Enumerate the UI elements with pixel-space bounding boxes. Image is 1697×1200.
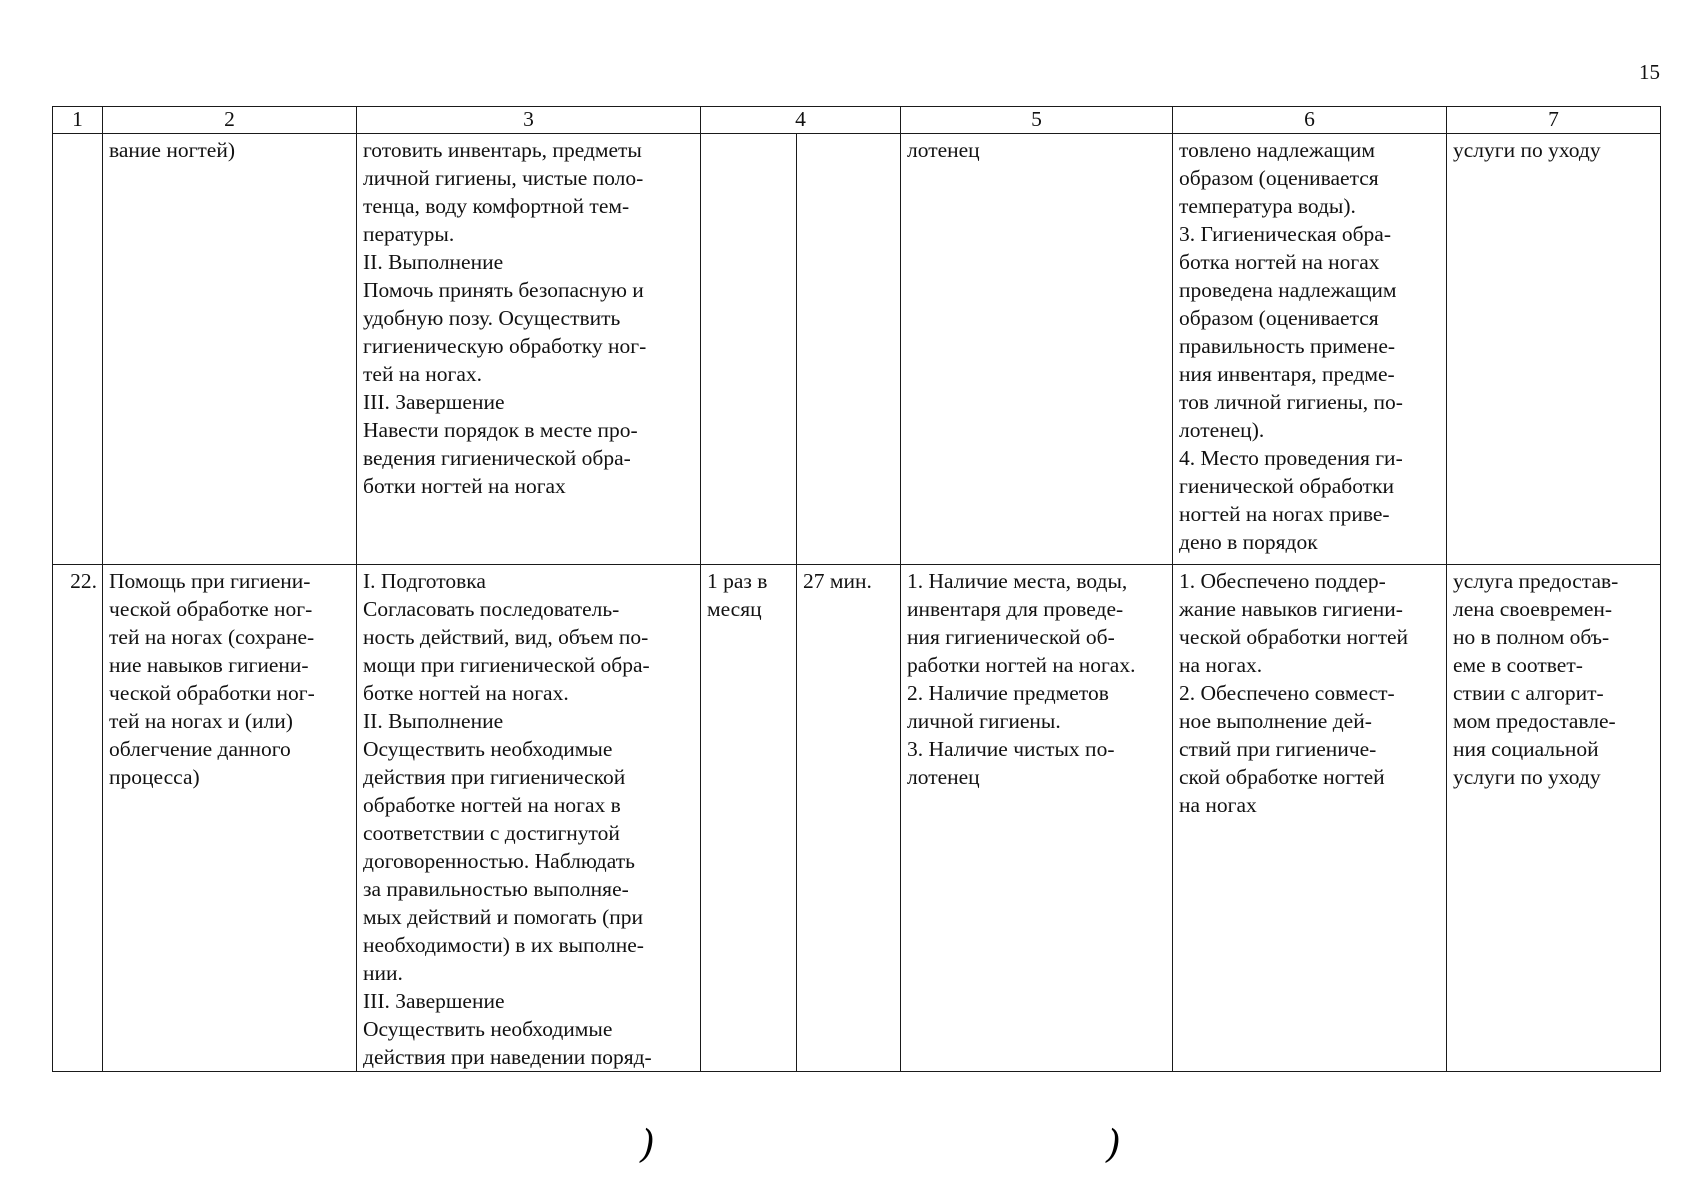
service-duration: 27 мин. [797,565,901,1072]
header-col-3: 3 [357,107,701,134]
service-frequency [701,134,797,565]
service-name: Помощь при гигиени- ческой обработке ног- тей на ногах (сохране- ние навыков гигиени- ческой обработки ног- тей на ногах и (или) облегчение данного процесса) [103,565,357,1072]
table-row [53,134,1661,565]
service-duration [797,134,901,565]
binding-mark-right: ) [1106,1122,1121,1166]
service-quality: услуги по уходу [1447,134,1661,565]
services-table [52,106,1661,1072]
header-col-4: 4 [701,107,901,134]
service-conditions: лотенец [901,134,1173,565]
service-frequency: 1 раз в месяц [701,565,797,1072]
header-col-6: 6 [1173,107,1447,134]
header-row [53,107,1661,134]
header-col-7: 7 [1447,107,1661,134]
row-number [53,134,103,565]
service-quality: услуга предостав- лена своевремен- но в полном объ- еме в соответ- ствии с алгорит- мом предоставле- ния социальной услуги по уходу [1447,565,1661,1072]
row-number: 22. [53,565,103,1072]
table-row [53,565,1661,1072]
header-col-2: 2 [103,107,357,134]
binding-mark-left: ) [640,1122,655,1166]
service-procedure: готовить инвентарь, предметы личной гигиены, чистые поло- тенца, воду комфортной тем- пературы. II. Выполнение Помочь принять безопасную и удобную позу. Осуществить гигиеническую обработку ног- тей на ногах. III. Завершение Навести порядок в месте про- ведения гигиенической обра- ботки ногтей на ногах [357,134,701,565]
service-results: 1. Обеспечено поддер- жание навыков гигиени- ческой обработки ногтей на ногах. 2. Обеспечено совмест- ное выполнение дей- ствий при гигиениче- ской обработке ногтей на ногах [1173,565,1447,1072]
header-col-5: 5 [901,107,1173,134]
header-col-1: 1 [53,107,103,134]
service-name: вание ногтей) [103,134,357,565]
service-procedure: I. Подготовка Согласовать последователь- ность действий, вид, объем по- мощи при гигиенической обра- ботке ногтей на ногах. II. Выполнение Осуществить необходимые действия при гигиенической обработке ногтей на ногах в соответствии с достигнутой договоренностью. Наблюдать за правильностью выполняе- мых действий и помогать (при необходимости) в их выполне- нии. III. Завершение Осуществить необходимые действия при наведении поряд- [357,565,701,1072]
service-conditions: 1. Наличие места, воды, инвентаря для проведе- ния гигиенической об- работки ногтей на ногах. 2. Наличие предметов личной гигиены. 3. Наличие чистых по- лотенец [901,565,1173,1072]
service-results: товлено надлежащим образом (оценивается температура воды). 3. Гигиеническая обра- ботка ногтей на ногах проведена надлежащим образом (оценивается правильность примене- ния инвентаря, предме- тов личной гигиены, по- лотенец). 4. Место проведения ги- гиенической обработки ногтей на ногах приве- дено в порядок [1173,134,1447,565]
page-number: 15 [1639,60,1660,84]
